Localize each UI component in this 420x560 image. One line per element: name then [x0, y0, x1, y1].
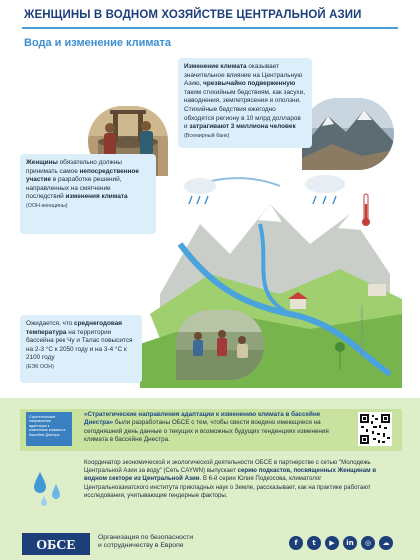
social-links — [289, 536, 393, 550]
climate-highlight-2: чрезвычайно подверженную — [203, 80, 296, 88]
temp-source: (ЕЭК ООН) — [26, 363, 54, 370]
twitter-icon[interactable]: t — [307, 536, 321, 550]
info-bubble-temperature — [20, 315, 142, 383]
temp-text: Ожидается, что — [26, 320, 75, 327]
osce-name-line2: и сотрудничеству в Европе — [98, 542, 184, 550]
women-highlight-2: непосредственное участие — [26, 167, 139, 184]
page-title: ЖЕНЩИНЫ В ВОДНОМ ХОЗЯЙСТВЕ ЦЕНТРАЛЬНОЙ АЗИИ — [24, 9, 362, 21]
podcast-text-2: . В 6-й серии Юлия Подкосова, климатолог Центральноазиатского института прикладных наук о Земле, рассказывает, как на практике работают исследования, учитывающие гендерные факторы. — [84, 475, 371, 499]
women-highlight: Женщины — [26, 159, 58, 166]
thumbnail-title: Стратегические направления адаптации к изменению климата в бассейне Днестра — [29, 415, 66, 437]
strategy-text: были разработаны ОБСЕ с тем, чтобы свести воедино имеющиеся на сегодняшний день данные о текущих и возможных будущих тенденциях изменения климата в бассейне Днестра. — [84, 419, 329, 444]
osce-name-line1: Организация по безопасности — [98, 534, 194, 541]
osce-name — [98, 534, 198, 550]
soundcloud-icon[interactable]: ☁ — [379, 536, 393, 550]
women-text-2: в разработке решений, направленных на смягчение последствий — [26, 176, 122, 201]
water-drops-icon — [30, 468, 70, 508]
info-bubble-climate — [178, 58, 312, 148]
photo-mountains — [302, 98, 394, 170]
temp-text-2: на территории бассейна рек Чу и Талас повысится на 2-3 °С к 2050 году и на 3-4 °С к 2100 году — [26, 328, 133, 362]
title-underline — [22, 27, 398, 29]
instagram-icon[interactable]: ◎ — [361, 536, 375, 550]
facebook-icon[interactable]: f — [289, 536, 303, 550]
youtube-icon[interactable]: ▶ — [325, 536, 339, 550]
section-subtitle: Вода и изменение климата — [24, 37, 172, 49]
podcast-text: Координатор экономической и экологической деятельности ОБСЕ в партнерстве с сетью "Молодежь Центральной Азии за воду" (Сеть CAYWN) выпускает — [84, 459, 371, 475]
info-bubble-women — [20, 154, 156, 234]
women-text: обязательно должны принимать самое — [26, 159, 122, 175]
strategy-paragraph — [84, 411, 348, 445]
photo-people-field — [176, 310, 264, 380]
qr-code[interactable] — [358, 412, 392, 446]
women-highlight-3: изменения климата — [65, 193, 128, 201]
linkedin-icon[interactable]: in — [343, 536, 357, 550]
header — [0, 0, 420, 32]
temp-highlight: среднегодовая температура — [26, 320, 122, 336]
podcast-highlight[interactable]: серию подкастов, посвященных Женщинам в водном секторе из Центральной Азии — [84, 467, 377, 483]
podcast-paragraph — [84, 459, 384, 500]
osce-logo[interactable] — [22, 533, 90, 555]
strategy-link[interactable]: «Стратегические направления адаптации к изменению климата в бассейне Днестра» — [84, 411, 321, 427]
osce-logo-text: ОБСЕ — [36, 538, 76, 553]
women-source: (ООН-женщины) — [26, 202, 68, 209]
climate-highlight: Изменение климата — [184, 63, 247, 70]
climate-text: оказывает значительное влияние на Центральную Азию, — [184, 63, 303, 88]
climate-text-2: таким стихийным бедствиям, как засухи, наводнения, землетрясения и оползни. Стихийные бедствия ежегодно обходятся региону в 10 млрд долларов и — [184, 88, 305, 131]
strategy-report-thumbnail[interactable] — [26, 412, 72, 446]
image-credit: Image: Zoï Environment Network — [360, 305, 364, 358]
climate-highlight-3: затрагивают 3 миллиона человек — [189, 123, 296, 131]
climate-source: (Всемирный банк) — [184, 132, 230, 139]
